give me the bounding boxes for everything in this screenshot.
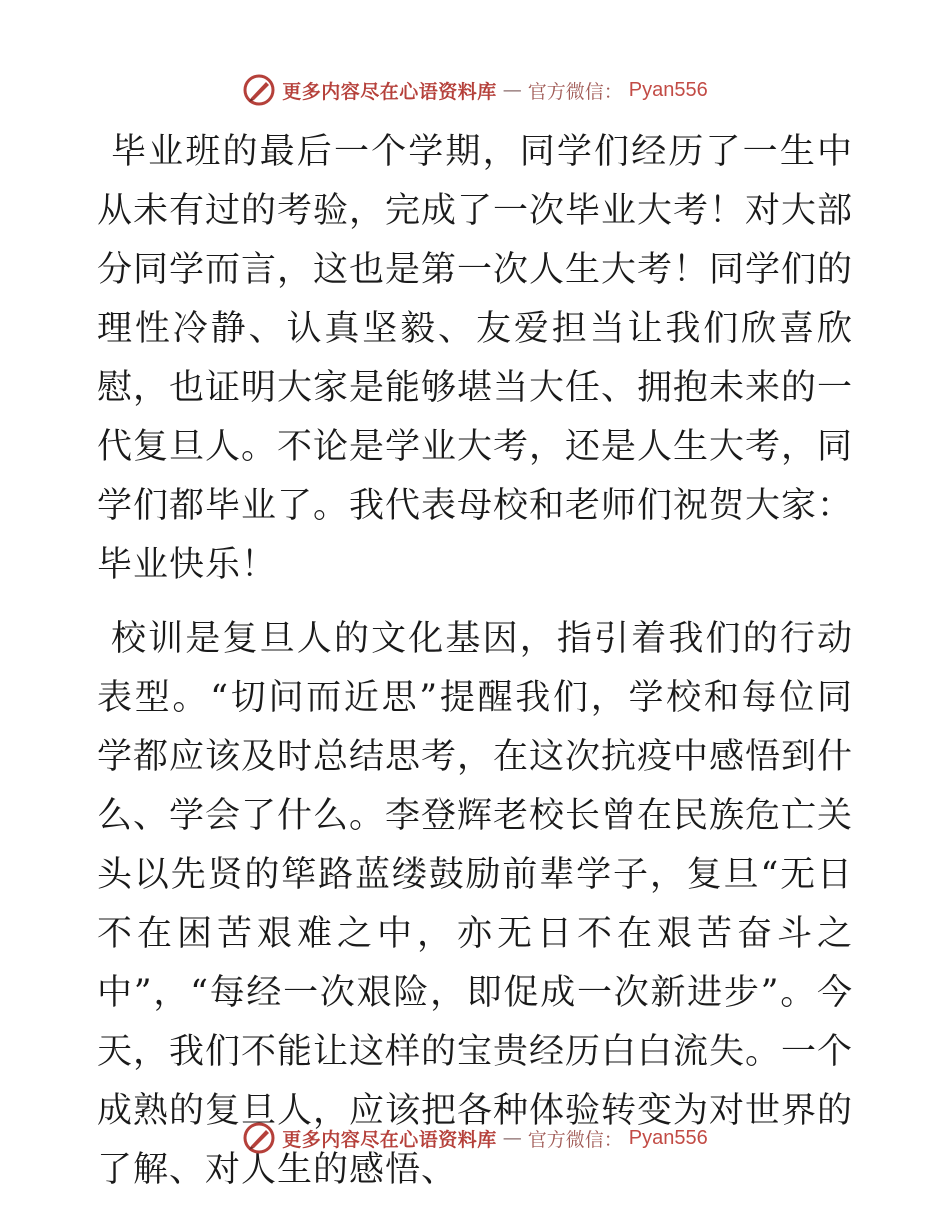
pen-logo-icon bbox=[242, 1121, 276, 1155]
footer-banner bbox=[0, 1118, 950, 1158]
paragraph-1: 毕业班的最后一个学期，同学们经历了一生中从未有过的考验，完成了一次毕业大考！对大部分同学而言，这也是第一次人生大考！同学们的理性冷静、认真坚毅、友爱担当让我们欣喜欣慰，也证明大家是能够堪当大任、拥抱未来的一代复旦人。不论是学业大考，还是人生大考，同学们都毕业了。我代表母校和老师们祝贺大家：毕业快乐！ bbox=[97, 132, 854, 585]
footer-banner-separator: — bbox=[502, 1127, 522, 1149]
paragraph-2: 校训是复旦人的文化基因，指引着我们的行动表型。“切问而近思”提醒我们，学校和每位同学都应该及时总结思考，在这次抗疫中感悟到什么、学会了什么。李登辉老校长曾在民族危亡关头以先贤的筚路蓝缕鼓励前辈学子，复旦“无日不在困苦艰难之中，亦无日不在艰苦奋斗之中”，“每经一次艰险，即促成一次新进步”。今天，我们不能让这样的宝贵经历白白流失。一个成熟的复旦人，应该把各种体验转变为对世界的了解、对人生的感悟、 bbox=[97, 619, 854, 1190]
document-body bbox=[97, 123, 853, 1200]
footer-banner-text: 更多内容尽在心语资料库 bbox=[282, 1128, 497, 1151]
header-banner bbox=[0, 70, 950, 110]
header-wechat-label: 官方微信： bbox=[527, 80, 623, 103]
header-banner-separator: — bbox=[502, 79, 522, 101]
header-banner-text: 更多内容尽在心语资料库 bbox=[282, 80, 497, 103]
footer-wechat-label: 官方微信： bbox=[527, 1128, 623, 1151]
footer-wechat-id: Pyan556 bbox=[628, 1126, 708, 1149]
pen-logo-icon bbox=[242, 73, 276, 107]
header-wechat-id: Pyan556 bbox=[628, 78, 708, 101]
